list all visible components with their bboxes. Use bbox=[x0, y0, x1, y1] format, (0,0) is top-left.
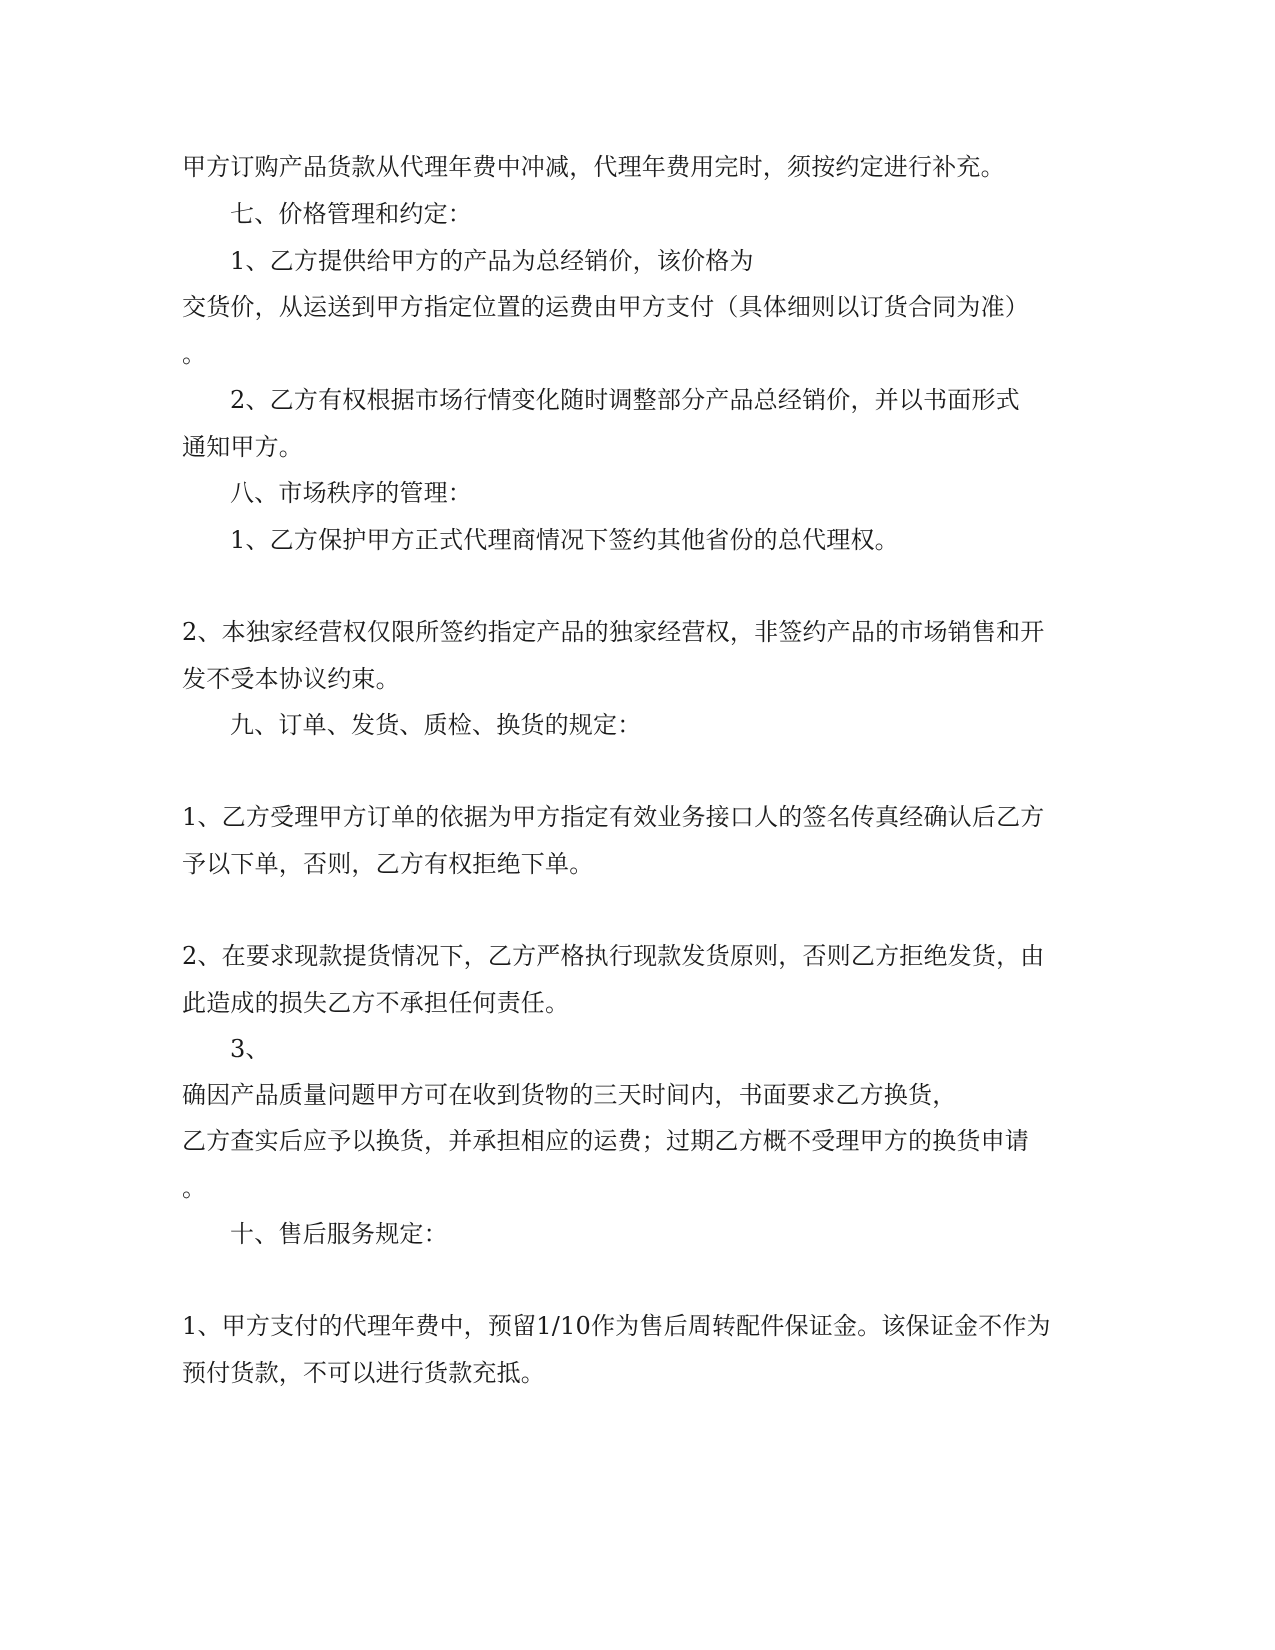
paragraph-line: 通知甲方。 bbox=[182, 433, 303, 461]
paragraph-line: 1、乙方提供给甲方的产品为总经销价，该价格为 bbox=[230, 247, 754, 275]
paragraph-line: 。 bbox=[182, 1174, 207, 1202]
paragraph-line: 确因产品质量问题甲方可在收到货物的三天时间内，书面要求乙方换货， bbox=[182, 1081, 957, 1109]
section-heading: 十、售后服务规定： bbox=[230, 1220, 448, 1248]
paragraph-line: 乙方查实后应予以换货，并承担相应的运费；过期乙方概不受理甲方的换货申请 bbox=[182, 1127, 1029, 1155]
paragraph-line: 1、乙方保护甲方正式代理商情况下签约其他省份的总代理权。 bbox=[230, 526, 899, 554]
paragraph-line: 甲方订购产品货款从代理年费中冲减，代理年费用完时，须按约定进行补充。 bbox=[182, 153, 1005, 181]
paragraph-line: 2、乙方有权根据市场行情变化随时调整部分产品总经销价，并以书面形式 bbox=[230, 386, 1020, 414]
paragraph-line: 。 bbox=[182, 340, 207, 368]
section-heading: 八、市场秩序的管理： bbox=[230, 479, 472, 507]
paragraph-line: 3、 bbox=[230, 1035, 270, 1063]
section-heading: 九、订单、发货、质检、换货的规定： bbox=[230, 711, 642, 739]
paragraph-line: 发不受本协议约束。 bbox=[182, 665, 400, 693]
paragraph-line: 1、乙方受理甲方订单的依据为甲方指定有效业务接口人的签名传真经确认后乙方 bbox=[182, 803, 1045, 831]
paragraph-line: 2、在要求现款提货情况下，乙方严格执行现款发货原则，否则乙方拒绝发货，由 bbox=[182, 942, 1045, 970]
paragraph-line: 预付货款，不可以进行货款充抵。 bbox=[182, 1359, 545, 1387]
paragraph-line: 此造成的损失乙方不承担任何责任。 bbox=[182, 989, 570, 1017]
paragraph-line: 1、甲方支付的代理年费中，预留1/10作为售后周转配件保证金。该保证金不作为 bbox=[182, 1312, 1051, 1340]
section-heading: 七、价格管理和约定： bbox=[230, 200, 472, 228]
paragraph-line: 予以下单，否则，乙方有权拒绝下单。 bbox=[182, 850, 594, 878]
paragraph-line: 2、本独家经营权仅限所签约指定产品的独家经营权，非签约产品的市场销售和开 bbox=[182, 618, 1045, 646]
paragraph-line: 交货价，从运送到甲方指定位置的运费由甲方支付（具体细则以订货合同为准） bbox=[182, 293, 1029, 321]
